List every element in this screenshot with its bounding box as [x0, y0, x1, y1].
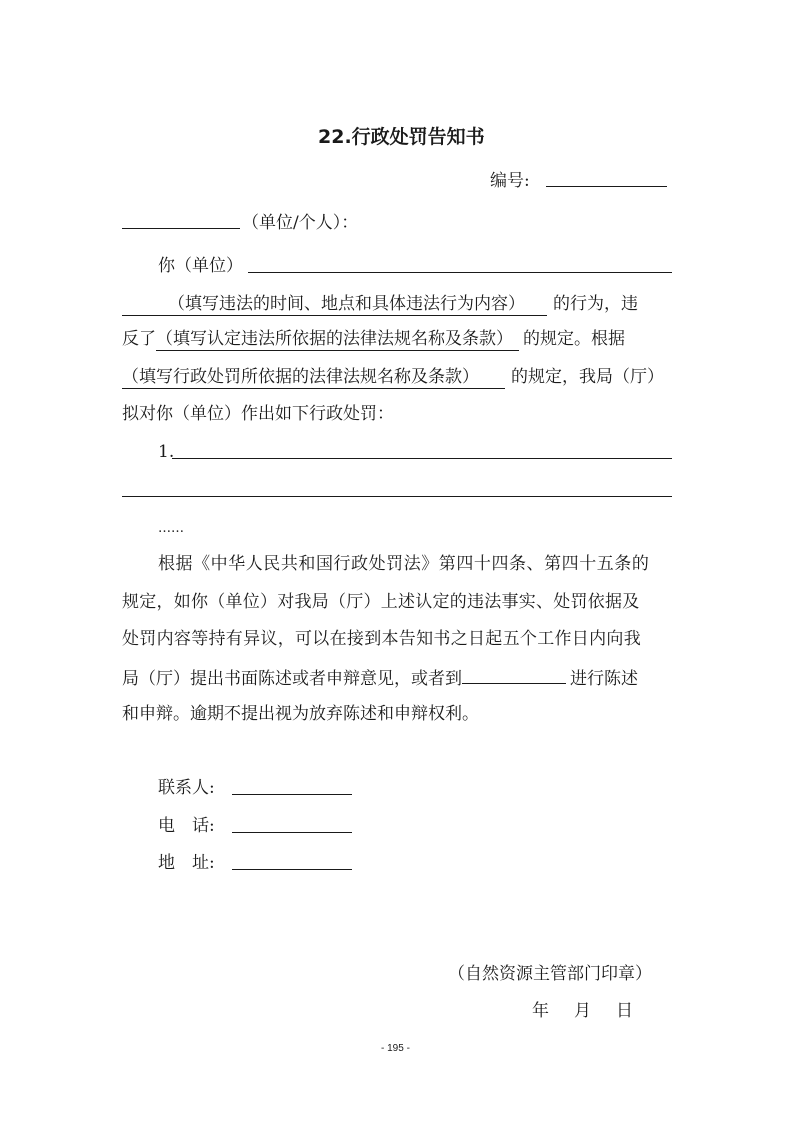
page-number: - 195 - [381, 1043, 410, 1054]
contact-label: 联系人: [158, 778, 215, 798]
address-blank [232, 869, 352, 870]
paragraph-line-1: 根据《中华人民共和国行政处罚法》第四十四条、第四十五条的 [158, 554, 650, 574]
paragraph-line-4 [122, 665, 638, 690]
statement-place-blank [462, 665, 566, 684]
number-label: 编号: [490, 171, 530, 191]
fill-law: （填写认定违法所依据的法律法规名称及条款） [156, 328, 519, 351]
rule-basis-text: 的规定。根据 [523, 329, 625, 349]
intend-text: 拟对你（单位）作出如下行政处罚： [122, 404, 394, 424]
fill-fact: （填写违法的时间、地点和具体违法行为内容） [122, 293, 547, 316]
fill-fact-line [122, 293, 638, 316]
ellipsis: …… [158, 521, 184, 536]
you-unit-label: 你（单位） [158, 256, 243, 276]
item-2-blank [122, 496, 672, 497]
fill-law-line [122, 328, 625, 351]
number-blank [546, 186, 667, 187]
document-title: 22.行政处罚告知书 [318, 126, 485, 148]
address-label: 地 址: [158, 853, 215, 873]
paragraph-line-5: 和申辩。逾期不提出视为放弃陈述和申辩权利。 [122, 704, 479, 724]
fill-penalty-law: （填写行政处罚所依据的法律法规名称及条款） [122, 366, 505, 389]
rule-bureau-text: 的规定，我局（厅） [511, 367, 664, 387]
item-1-blank [172, 458, 672, 459]
phone-label: 电 话: [158, 816, 215, 836]
paragraph-line-4b: 进行陈述 [570, 669, 638, 689]
addressee-suffix: （单位/个人）： [242, 213, 359, 233]
you-unit-blank [248, 272, 672, 273]
violated-text: 反了 [122, 329, 156, 349]
contact-blank [232, 794, 352, 795]
paragraph-line-4a: 局（厅）提出书面陈述或者申辩意见，或者到 [122, 669, 462, 689]
date-text: 年 月 日 [532, 1001, 637, 1021]
phone-blank [232, 832, 352, 833]
paragraph-line-2: 规定，如你（单位）对我局（厅）上述认定的违法事实、处罚依据及 [122, 592, 640, 612]
addressee-blank [122, 228, 240, 229]
paragraph-line-3: 处罚内容等持有异议，可以在接到本告知书之日起五个工作日内向我 [122, 629, 641, 649]
fill-penalty-law-line [122, 366, 664, 389]
seal-text: （自然资源主管部门印章） [448, 964, 652, 984]
item-1-prefix: 1. [158, 442, 175, 462]
behavior-text: 的行为，违 [553, 294, 638, 314]
